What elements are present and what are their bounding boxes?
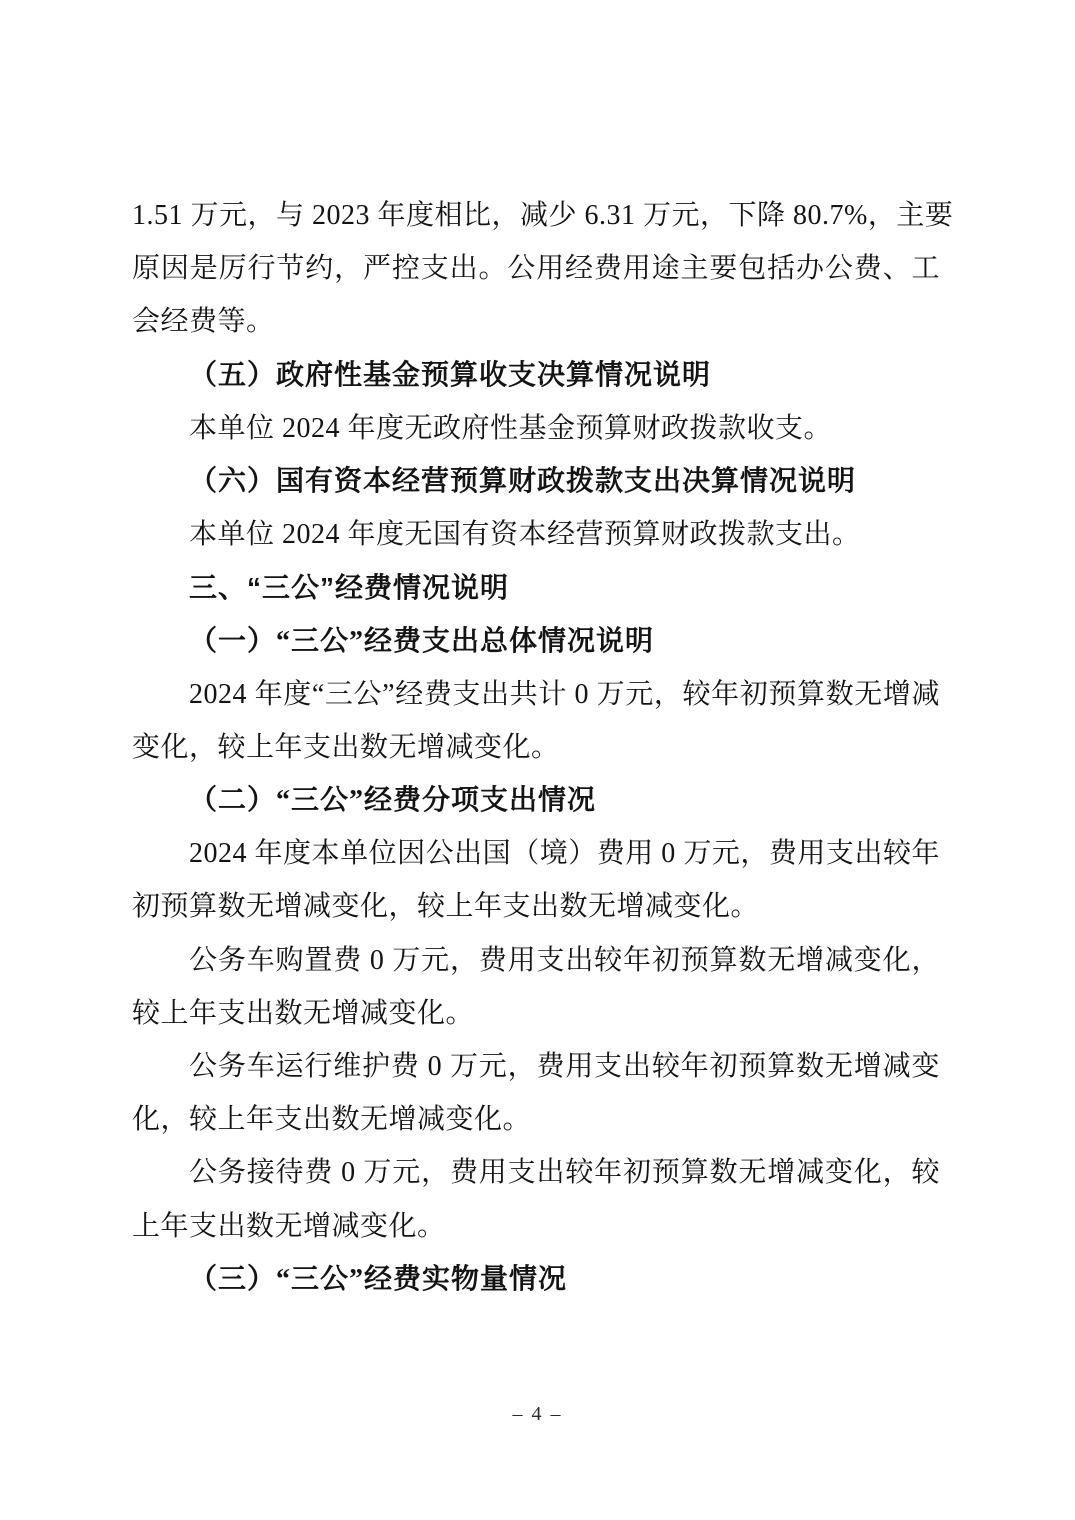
heading-section-6: （六）国有资本经营预算财政拨款支出决算情况说明	[189, 465, 857, 497]
heading-subsection-2: （二）“三公”经费分项支出情况	[189, 785, 597, 817]
paragraph-line: 上年支出数无增减变化。	[132, 1210, 446, 1242]
paragraph-line: 2024 年度本单位因公出国（境）费用 0 万元，费用支出较年	[189, 838, 940, 870]
paragraph-line: 初预算数无增减变化，较上年支出数无增减变化。	[132, 891, 760, 923]
paragraph-line: 2024 年度“三公”经费支出共计 0 万元，较年初预算数无增减	[189, 678, 940, 710]
paragraph-line: 本单位 2024 年度无国有资本经营预算财政拨款支出。	[189, 519, 861, 551]
heading-section-5: （五）政府性基金预算收支决算情况说明	[189, 359, 712, 391]
heading-subsection-3: （三）“三公”经费实物量情况	[189, 1263, 568, 1295]
heading-chapter-3: 三、“三公”经费情况说明	[189, 572, 510, 604]
paragraph-line: 本单位 2024 年度无政府性基金预算财政拨款收支。	[189, 412, 833, 444]
paragraph-line: 变化，较上年支出数无增减变化。	[132, 731, 560, 763]
paragraph-line: 会经费等。	[132, 306, 275, 338]
paragraph-line: 公务车运行维护费 0 万元，费用支出较年初预算数无增减变	[189, 1051, 940, 1082]
document-text-block	[132, 189, 954, 1306]
paragraph-line: 1.51 万元，与 2023 年度相比，减少 6.31 万元，下降 80.7%，主要	[132, 200, 954, 231]
paragraph-line: 化，较上年支出数无增减变化。	[132, 1104, 532, 1136]
paragraph-line: 公务接待费 0 万元，费用支出较年初预算数无增减变化，较	[189, 1157, 940, 1189]
paragraph-line: 原因是厉行节约，严控支出。公用经费用途主要包括办公费、工	[132, 253, 940, 285]
paragraph-line: 较上年支出数无增减变化。	[132, 997, 475, 1029]
heading-subsection-1: （一）“三公”经费支出总体情况说明	[189, 625, 655, 657]
page-number: – 4 –	[512, 1403, 563, 1425]
paragraph-line: 公务车购置费 0 万元，费用支出较年初预算数无增减变化，	[189, 944, 940, 976]
